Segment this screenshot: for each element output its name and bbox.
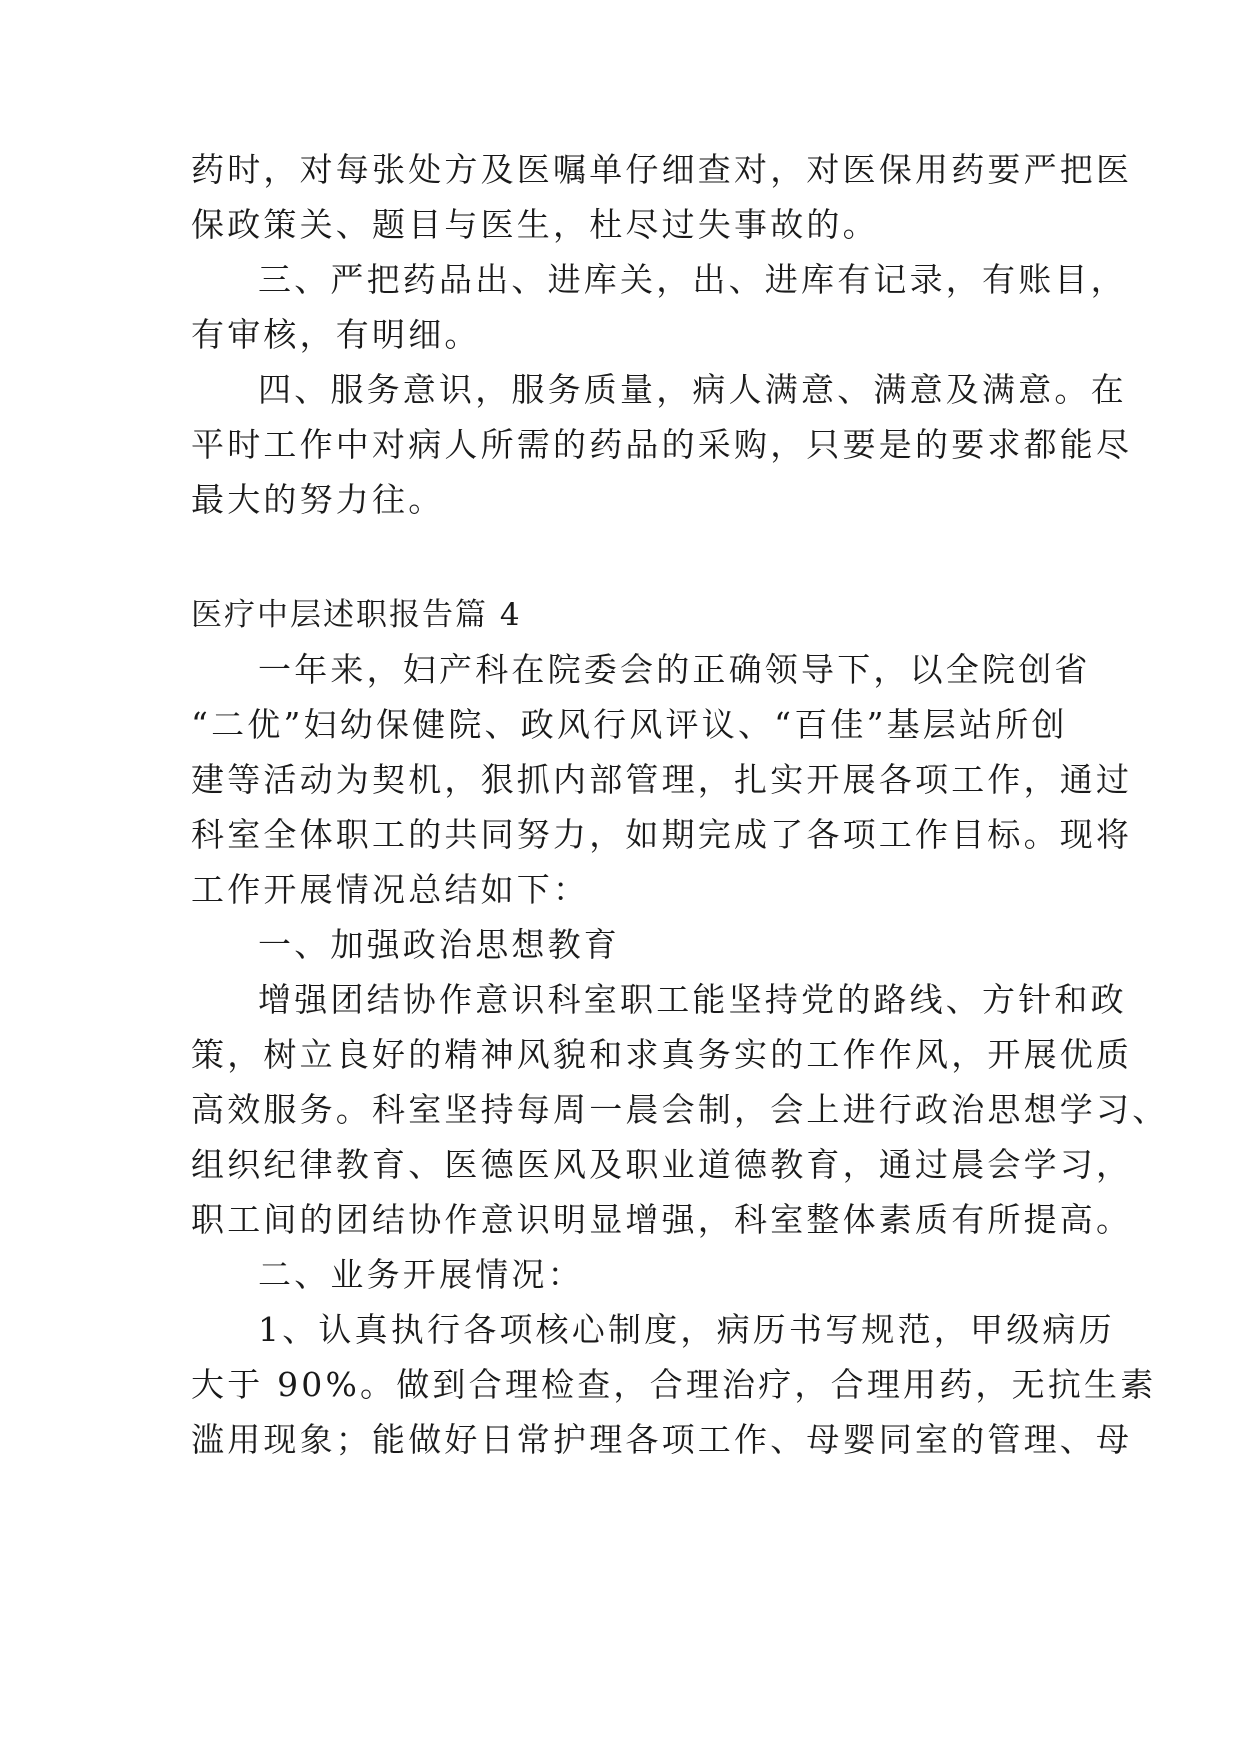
subheading-business: 二、业务开展情况： xyxy=(258,1255,584,1294)
body-line: 职工间的团结协作意识明显增强，科室整体素质有所提高。 xyxy=(191,1200,1133,1239)
section-heading: 医疗中层述职报告篇 4 xyxy=(191,597,522,633)
body-line: 科室全体职工的共同努力，如期完成了各项工作目标。现将 xyxy=(191,815,1133,854)
body-line: 大于 90%。做到合理检查，合理治疗，合理用药，无抗生素 xyxy=(191,1365,1157,1404)
body-line: 平时工作中对病人所需的药品的采购，只要是的要求都能尽 xyxy=(191,425,1133,464)
body-line: 保政策关、题目与医生，杜尽过失事故的。 xyxy=(191,205,879,244)
paragraph-start: 1、认真执行各项核心制度，病历书写规范，甲级病历 xyxy=(258,1310,1115,1349)
body-line: 策，树立良好的精神风貌和求真务实的工作作风，开展优质 xyxy=(191,1035,1133,1074)
section-item-3: 三、严把药品出、进库关，出、进库有记录，有账目， xyxy=(258,260,1127,299)
body-line: 工作开展情况总结如下： xyxy=(191,870,590,909)
body-line: 滥用现象；能做好日常护理各项工作、母婴同室的管理、母 xyxy=(191,1420,1133,1459)
body-line: 最大的努力往。 xyxy=(191,480,445,519)
body-line: 组织纪律教育、医德医风及职业道德教育，通过晨会学习， xyxy=(191,1145,1133,1184)
paragraph-start: 增强团结协作意识科室职工能坚持党的路线、方针和政 xyxy=(258,980,1127,1019)
body-line: 药时，对每张处方及医嘱单仔细查对，对医保用药要严把医 xyxy=(191,150,1133,189)
paragraph-start: 一年来，妇产科在院委会的正确领导下，以全院创省 xyxy=(258,650,1091,689)
body-line: 有审核，有明细。 xyxy=(191,315,481,354)
subheading-politics: 一、加强政治思想教育 xyxy=(258,925,620,964)
section-item-4: 四、服务意识，服务质量，病人满意、满意及满意。在 xyxy=(258,370,1127,409)
body-line: 高效服务。科室坚持每周一晨会制，会上进行政治思想学习、 xyxy=(191,1090,1169,1129)
body-line: “二优”妇幼保健院、政风行风评议、“百佳”基层站所创 xyxy=(191,705,1068,744)
body-line: 建等活动为契机，狠抓内部管理，扎实开展各项工作，通过 xyxy=(191,760,1133,799)
